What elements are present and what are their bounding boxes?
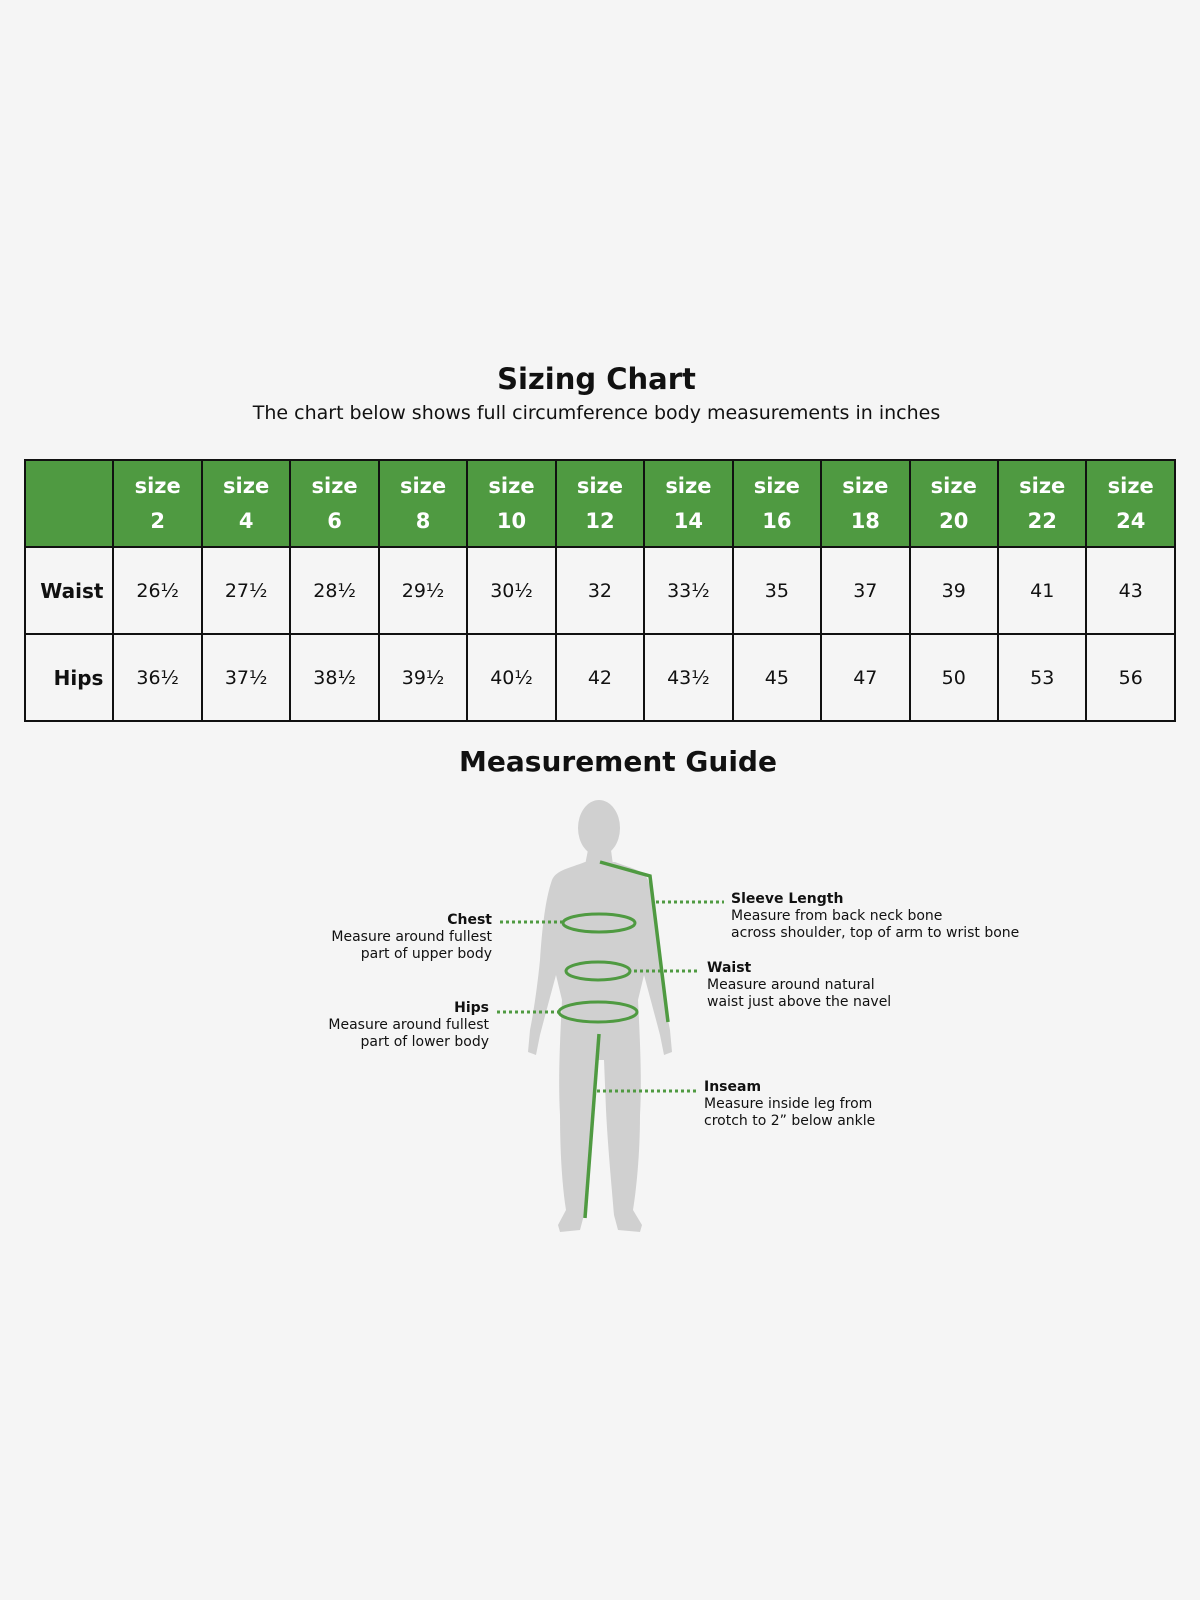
table-cell: 37	[821, 547, 909, 634]
size-number: 6	[327, 508, 342, 533]
table-cell: 39	[910, 547, 998, 634]
size-word: size	[399, 473, 447, 498]
chest-label-line1: Measure around fullest	[331, 929, 492, 945]
size-number: 10	[496, 508, 527, 533]
table-cell: 40½	[467, 634, 555, 721]
chest-label	[202, 912, 492, 963]
size-number: 8	[415, 508, 431, 533]
size-number: 24	[1116, 508, 1146, 533]
table-cell: 36½	[113, 634, 201, 721]
chest-label-line2: part of upper body	[360, 946, 492, 962]
size-word: size	[930, 473, 977, 498]
table-cell: 42	[556, 634, 644, 721]
hips-label-line2: part of lower body	[360, 1034, 489, 1050]
table-cell: 47	[821, 634, 909, 721]
inseam-label-line2: crotch to 2” below ankle	[704, 1113, 876, 1129]
size-word: size	[1019, 473, 1066, 498]
size-word: size	[134, 473, 181, 498]
size-word: size	[753, 473, 800, 498]
size-word: size	[576, 473, 624, 498]
size-word: size	[842, 473, 889, 498]
table-cell: 35	[733, 547, 821, 634]
chest-label-title: Chest	[447, 912, 492, 928]
page-subtitle: The chart below shows full circumference body measurements in inches	[252, 402, 941, 424]
table-cell: 43½	[644, 634, 732, 721]
table-cell: 41	[998, 547, 1086, 634]
table-cell: 27½	[202, 547, 290, 634]
size-number: 20	[939, 508, 969, 533]
table-cell: 28½	[290, 547, 378, 634]
table-cell: 32	[556, 547, 644, 634]
waist-label	[707, 960, 997, 1011]
row-label-hips: Hips	[25, 634, 113, 721]
row-label-waist: Waist	[25, 547, 113, 634]
inseam-label-line1: Measure inside leg from	[704, 1096, 873, 1112]
size-number: 22	[1027, 508, 1057, 533]
body-silhouette-icon	[528, 800, 672, 1232]
size-word: size	[311, 473, 358, 498]
measurement-guide-title: Measurement Guide	[459, 745, 777, 778]
waist-label-line2: waist just above the navel	[707, 994, 892, 1010]
size-word: size	[223, 473, 270, 498]
table-cell: 39½	[379, 634, 467, 721]
hips-label-line1: Measure around fullest	[328, 1017, 489, 1033]
sleeve-label-line1: Measure from back neck bone	[731, 908, 943, 924]
size-number: 2	[150, 508, 165, 533]
size-number: 12	[585, 508, 615, 533]
table-cell: 56	[1086, 634, 1175, 721]
table-cell: 30½	[467, 547, 555, 634]
size-word: size	[665, 473, 712, 498]
hips-label	[199, 1000, 489, 1051]
sleeve-label-title: Sleeve Length	[731, 891, 844, 907]
waist-label-title: Waist	[707, 960, 752, 976]
inseam-label	[704, 1079, 994, 1130]
sleeve-length-label	[731, 891, 1051, 942]
size-number: 18	[850, 508, 880, 533]
table-cell: 29½	[379, 547, 467, 634]
page-title: Sizing Chart	[497, 362, 696, 396]
waist-label-line1: Measure around natural	[707, 977, 875, 993]
table-cell: 53	[998, 634, 1086, 721]
table-cell: 43	[1086, 547, 1175, 634]
table-cell: 50	[910, 634, 998, 721]
table-cell: 26½	[113, 547, 201, 634]
table-cell: 33½	[644, 547, 732, 634]
table-cell: 45	[733, 634, 821, 721]
hips-label-title: Hips	[454, 1000, 489, 1016]
sleeve-label-line2: across shoulder, top of arm to wrist bone	[731, 925, 1020, 941]
inseam-label-title: Inseam	[704, 1079, 762, 1095]
table-cell: 38½	[290, 634, 378, 721]
size-word: size	[488, 473, 535, 498]
size-number: 4	[238, 508, 254, 533]
size-word: size	[1107, 473, 1154, 498]
size-number: 14	[673, 508, 704, 533]
size-number: 16	[762, 508, 792, 533]
table-cell: 37½	[202, 634, 290, 721]
